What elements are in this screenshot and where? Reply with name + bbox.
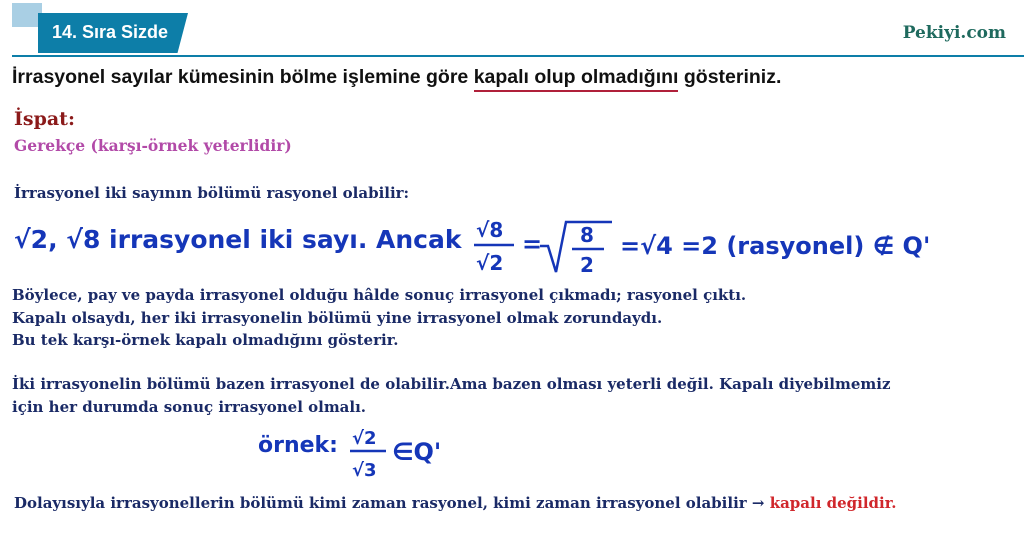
handwriting-big-num: 8 xyxy=(580,223,594,247)
explanation-paragraph xyxy=(12,284,746,352)
conclusion-emphasis: kapalı değildir. xyxy=(769,494,897,512)
handwriting-example-membership: ∈Q' xyxy=(392,438,442,466)
explanation-line: Kapalı olsaydı, her iki irrasyonelin bölümü yine irrasyonel olmak zorundaydı. xyxy=(12,308,663,327)
handwriting-example-num: √2 xyxy=(352,428,377,449)
question-part-1: İrrasyonel sayılar kümesinin bölme işlemine göre xyxy=(12,66,474,88)
conclusion-text: Dolayısıyla irrasyonellerin bölümü kimi zaman rasyonel, kimi zaman irrasyonel olabilir → xyxy=(14,494,770,512)
conclusion xyxy=(14,494,896,512)
section-tab-label: 14. Sıra Sizde xyxy=(52,22,169,42)
paragraph-line: için her durumda sonuç irrasyonel olmalı. xyxy=(12,397,367,416)
handwriting-equals: = xyxy=(522,230,543,258)
handwriting-big-den: 2 xyxy=(580,253,594,277)
proof-reason: Gerekçe (karşı-örnek yeterlidir) xyxy=(14,136,292,155)
proof-claim: İrrasyonel iki sayının bölümü rasyonel olabilir: xyxy=(14,184,410,202)
handwriting-frac-den: √2 xyxy=(476,251,504,275)
explanation-line: Böylece, pay ve payda irrasyonel olduğu hâlde sonuç irrasyonel çıkmadı; rasyonel çıktı. xyxy=(12,286,747,304)
handwriting-result: =√4 =2 (rasyonel) ∉ Q' xyxy=(620,232,931,260)
second-paragraph xyxy=(12,373,891,418)
paragraph-line: İki irrasyonelin bölümü bazen irrasyonel de olabilir.Ama bazen olması yeterli değil. Kapalı diyebilmemiz xyxy=(12,375,891,393)
handwriting-example-den: √3 xyxy=(352,460,377,481)
handwriting-example-label: örnek: xyxy=(258,433,338,458)
explanation-line: Bu tek karşı-örnek kapalı olmadığını gösterir. xyxy=(12,331,399,349)
big-root-icon xyxy=(540,222,612,272)
proof-title: İspat: xyxy=(14,108,75,130)
question-highlight: kapalı olup olmadığını xyxy=(474,66,679,92)
handwriting-frac-num: √8 xyxy=(476,218,504,242)
question-part-2: gösteriniz. xyxy=(678,66,782,88)
brand-logo-text: Pekiyi.com xyxy=(902,23,1006,43)
handwriting-intro: √2, √8 irrasyonel iki sayı. Ancak xyxy=(14,225,462,254)
